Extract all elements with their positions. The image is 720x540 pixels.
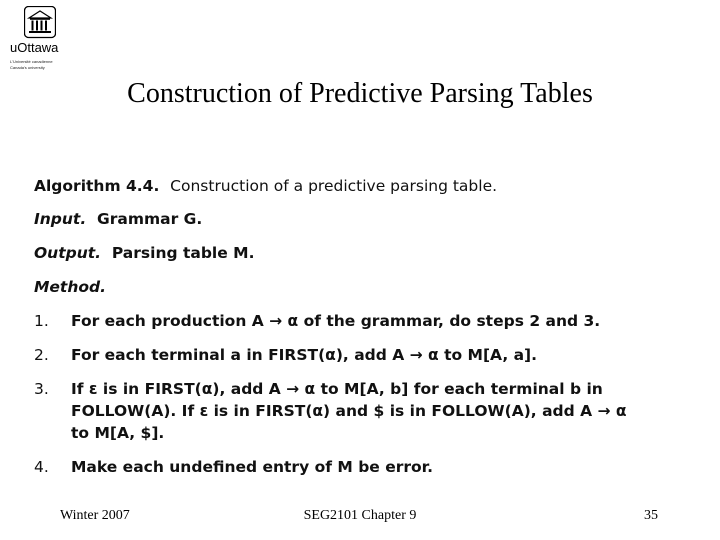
step-number: 1. [34,312,49,330]
footer-page-number: 35 [644,508,658,523]
output-text: Parsing table M. [111,244,255,262]
university-building-icon [24,6,56,40]
method-label: Method. [34,278,107,296]
step-line: to M[A, $]. [71,424,165,442]
algorithm-output [34,244,254,262]
logo-tagline-en: Canada's university [10,65,45,70]
logo-wordmark: uOttawa [10,40,59,55]
step-line: Make each undefined entry of M be error. [71,458,433,476]
step-number: 2. [34,346,49,364]
step-line: For each production A → α of the grammar, do steps 2 and 3. [71,312,601,330]
step-line: For each terminal a in FIRST(α), add A → α to M[A, a]. [71,346,538,364]
step-line: If ε is in FIRST(α), add A → α to M[A, b] for each terminal b in [71,380,603,398]
step-number: 3. [34,380,49,398]
algorithm-header [34,177,497,195]
algorithm-method [34,278,106,296]
step-line: FOLLOW(A). If ε is in FIRST(α) and $ is in FOLLOW(A), add A → α [71,402,627,420]
logo-tagline-fr: L'Université canadienne [10,59,53,64]
input-text: Grammar G. [97,210,203,228]
algorithm-label: Algorithm 4.4. [34,177,160,195]
step-number: 4. [34,458,49,476]
algorithm-title: Construction of a predictive parsing table. [170,177,498,195]
algorithm-input [34,210,202,228]
footer-course: SEG2101 Chapter 9 [303,508,417,523]
footer-date: Winter 2007 [60,508,130,523]
output-label: Output. [34,244,102,262]
university-logo [8,6,72,72]
slide-title: Construction of Predictive Parsing Tables [127,78,593,109]
input-label: Input. [34,210,87,228]
